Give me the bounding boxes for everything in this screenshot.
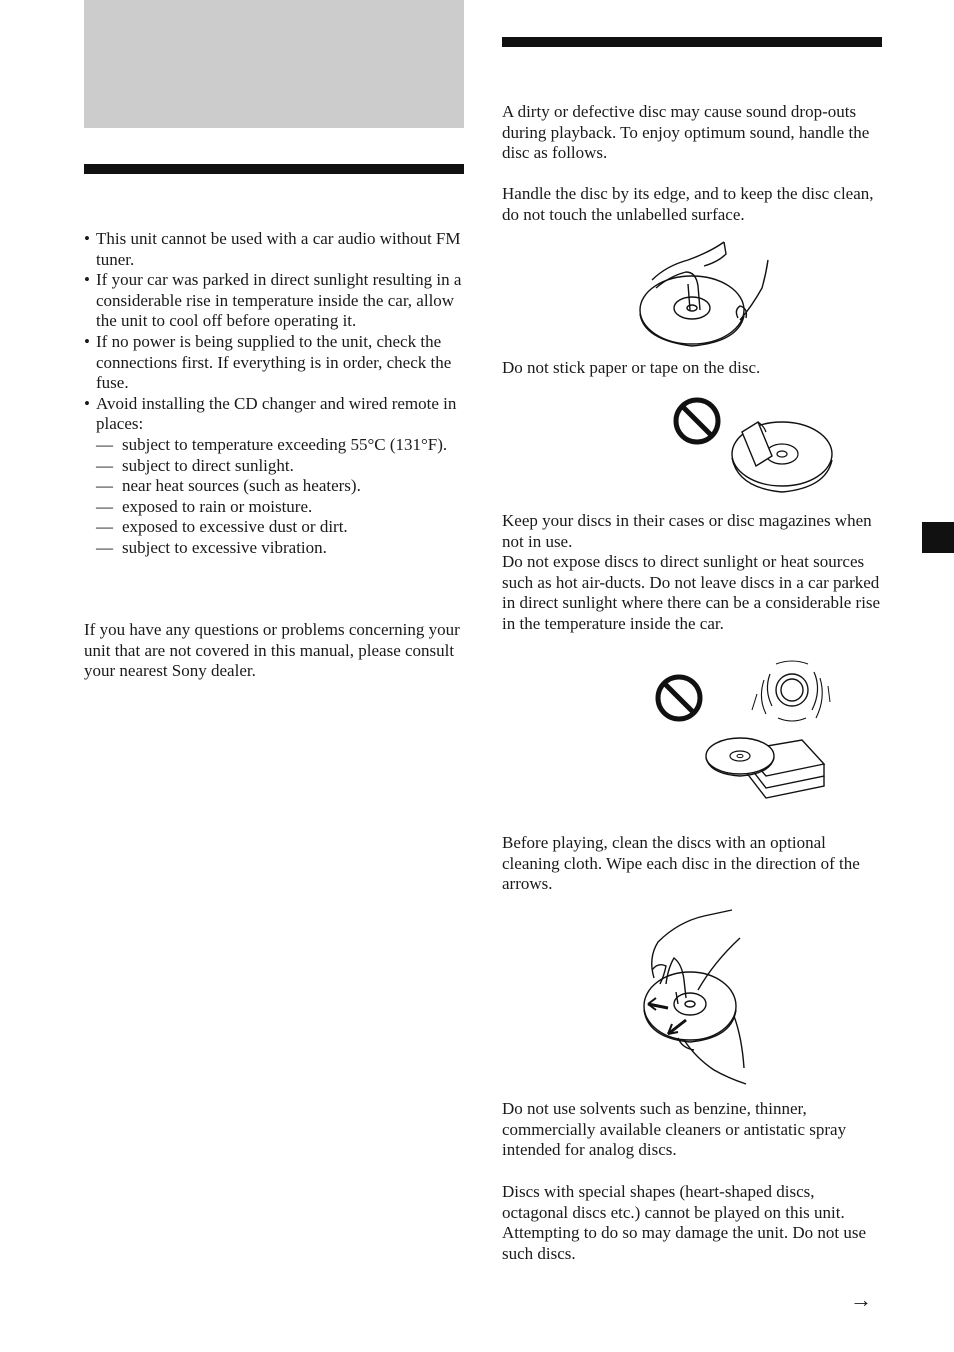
hand-holding-disc-illustration xyxy=(630,236,780,348)
precaution-item: • If your car was parked in direct sunlight resulting in a considerable rise in temperature inside the car, allow the unit to cool off before operating it. xyxy=(84,270,462,331)
no-solvents-paragraph: Do not use solvents such as benzine, thinner, commercially available cleaners or antistatic spray intended for analog discs. xyxy=(502,1099,847,1160)
cleaning-paragraph: Before playing, clean the discs with an optional cleaning cloth. Wipe each disc in the direction of the arrows. xyxy=(502,833,860,894)
handle-disc-paragraph: Handle the disc by its edge, and to keep the disc clean, do not touch the unlabelled surface. xyxy=(502,184,874,224)
no-paper-tape-paragraph: Do not stick paper or tape on the disc. xyxy=(502,358,761,377)
precaution-item: • Avoid installing the CD changer and wired remote in places: — subject to temperature exceeding 55°C (131°F). — subject to direct sunlight. — near heat sources (such as heaters). — exposed to rain or moisture. — exposed to excessive dust or dirt. — subject to excessive vibration. xyxy=(84,394,464,559)
section-tab-marker xyxy=(922,522,954,553)
precaution-item: • This unit cannot be used with a car audio without FM tuner. xyxy=(84,229,461,269)
no-tape-on-disc-illustration xyxy=(672,396,836,494)
keep-in-cases-paragraph: Keep your discs in their cases or disc magazines when not in use. xyxy=(502,511,872,551)
location-item: — exposed to excessive dust or dirt. xyxy=(96,517,348,537)
location-item: — subject to excessive vibration. xyxy=(96,537,327,557)
installation-locations-list xyxy=(96,435,464,559)
location-item: — subject to temperature exceeding 55°C (131°F). xyxy=(96,434,448,454)
precaution-item: • If no power is being supplied to the unit, check the connections first. If everything is in order, check the fuse. xyxy=(84,331,452,393)
disc-notes-intro: A dirty or defective disc may cause sound drop-outs during playback. To enjoy optimum sound, handle the disc as follows. xyxy=(502,102,870,163)
special-shapes-paragraph: Discs with special shapes (heart-shaped discs, octagonal discs etc.) cannot be played on this unit. Attempting to do so may damage the unit. Do not use such discs. xyxy=(502,1182,867,1263)
left-header-rule xyxy=(84,164,464,174)
location-item: — exposed to rain or moisture. xyxy=(96,496,313,516)
location-item: — near heat sources (such as heaters). xyxy=(96,476,361,496)
section-header-block xyxy=(84,0,464,128)
location-item: — subject to direct sunlight. xyxy=(96,455,294,475)
heat-warning-paragraph: Do not expose discs to direct sunlight or heat sources such as hot air-ducts. Do not leave discs in a car parked in direct sunlight where there can be a considerable rise in the temperature inside the car. xyxy=(502,552,881,633)
precautions-list xyxy=(84,229,464,559)
right-header-rule xyxy=(502,37,882,47)
no-heat-exposure-illustration xyxy=(654,658,834,814)
disc-cleaning-illustration xyxy=(638,908,754,1088)
contact-dealer-paragraph: If you have any questions or problems concerning your unit that are not covered in this manual, please consult your nearest Sony dealer. xyxy=(84,620,460,681)
continued-next-page-arrow: → xyxy=(850,1287,872,1312)
